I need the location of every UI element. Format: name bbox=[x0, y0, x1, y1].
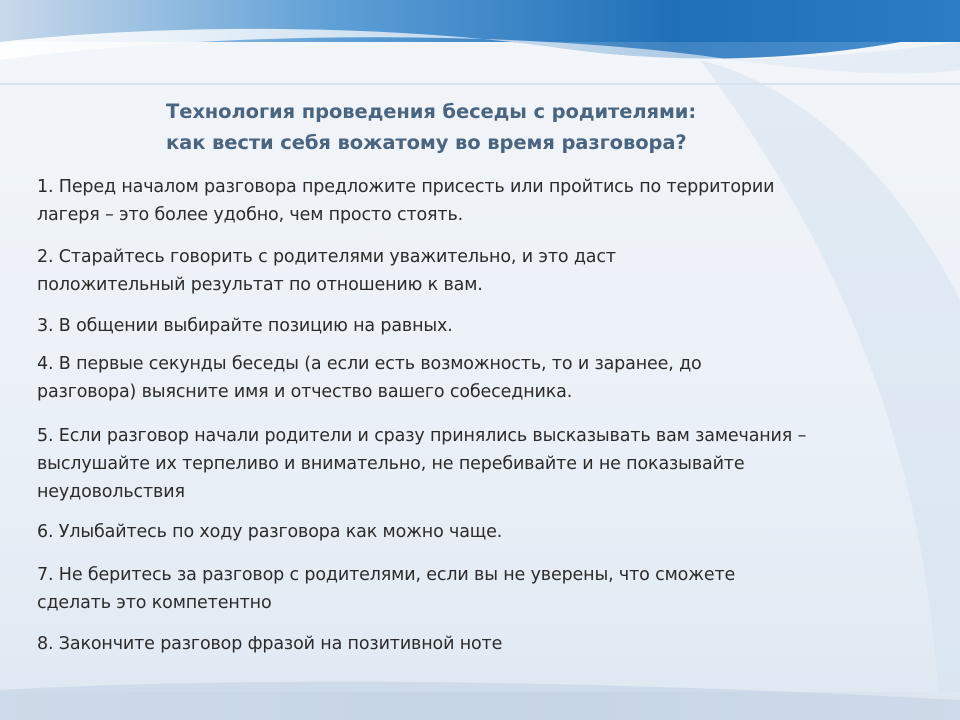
slide-title bbox=[166, 96, 866, 158]
list-item bbox=[37, 518, 917, 546]
slide-title-line: как вести себя вожатому во время разговора? bbox=[166, 131, 687, 154]
list-item-line: 7. Не беритесь за разговор с родителями, если вы не уверены, что сможете bbox=[37, 565, 736, 585]
list-item-line: 3. В общении выбирайте позицию на равных. bbox=[37, 316, 453, 336]
list-item bbox=[37, 173, 917, 229]
list-item-line: 2. Старайтесь говорить с родителями уважительно, и это даст bbox=[37, 247, 616, 267]
slide-title-line: Технология проведения беседы с родителями: bbox=[166, 100, 697, 123]
list-item bbox=[37, 243, 917, 299]
list-item bbox=[37, 312, 917, 340]
list-item-line: 5. Если разговор начали родители и сразу принялись высказывать вам замечания – bbox=[37, 426, 807, 446]
list-item-line: разговора) выясните имя и отчество вашего собеседника. bbox=[37, 382, 573, 402]
list-item-line: 6. Улыбайтесь по ходу разговора как можно чаще. bbox=[37, 522, 503, 542]
list-item-line: сделать это компетентно bbox=[37, 593, 272, 613]
list-item bbox=[37, 561, 917, 617]
list-item-line: 1. Перед началом разговора предложите присесть или пройтись по территории bbox=[37, 177, 775, 197]
list-item bbox=[37, 350, 917, 406]
list-item-line: положительный результат по отношению к вам. bbox=[37, 275, 483, 295]
list-item bbox=[37, 422, 917, 506]
list-item bbox=[37, 630, 917, 658]
list-item-line: лагеря – это более удобно, чем просто стоять. bbox=[37, 205, 464, 225]
list-item-line: 8. Закончите разговор фразой на позитивной ноте bbox=[37, 634, 503, 654]
list-item-line: неудовольствия bbox=[37, 482, 185, 502]
list-item-line: 4. В первые секунды беседы (а если есть возможность, то и заранее, до bbox=[37, 354, 702, 374]
list-item-line: выслушайте их терпеливо и внимательно, не перебивайте и не показывайте bbox=[37, 454, 745, 474]
